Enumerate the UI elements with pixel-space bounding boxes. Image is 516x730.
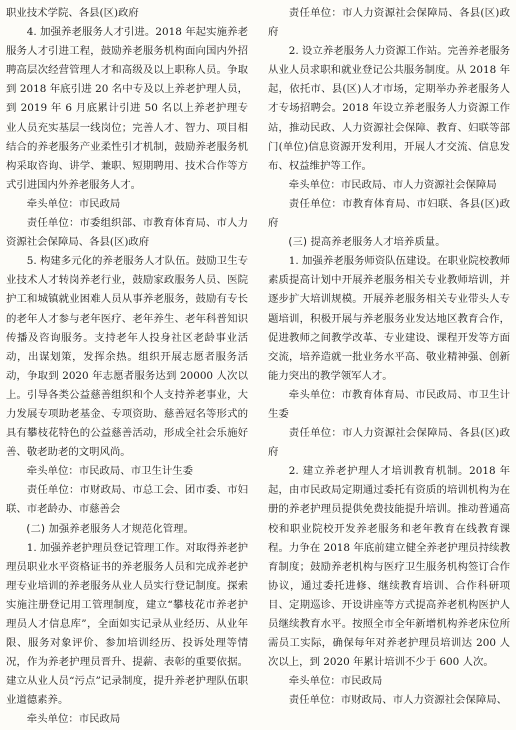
paragraph: 责任单位：市委组织部、市教育体育局、市人力资源社会保障局、各县(区)政府 — [6, 217, 248, 249]
paragraph: 5. 构建多元化的养老服务人才队伍。鼓励卫生专业技术人才转岗养老行业，鼓励家政服务人员、医院护工和城镇就业困难人员从事养老服务，鼓励有专长的老年人才参与老年医疗、老年养生、老年科普知识传播及咨询服务。支持老年人投身社区老龄事业活动，出谋划策，发挥余热。组织开展志愿者服务活动，争取到 2020 年志愿者服务达到 20000 人次以上。引导各类公益慈善组织和个人支持养老事业，大力发展专项助老基金、专项资助、慈善冠名等形式的具有攀枝花特色的公益慈善活动，形成全社会乐施好善、敬老助老的文明风尚。 — [6, 255, 248, 459]
paragraph: 责任单位：市人力资源社会保障局、各县(区)政府 — [268, 427, 510, 459]
paragraph: 1. 加强养老服务师资队伍建设。在职业院校教师素质提高计划中开展养老服务相关专业教师培训，并逐步扩大培训规模。开展养老服务相关专业带头人专题培训，积极开展与养老服务业发达地区教育合作，促进教师之间教学改革、专业建设、课程开发等方面交流，培养造就一批业务水平高、敬业精神强、创新能力突出的教学领军人才。 — [268, 255, 510, 382]
left-column — [6, 4, 248, 726]
paragraph: 2. 建立养老护理人才培训教育机制。2018 年起，由市民政局定期通过委托有资质的培训机构为在册的养老护理员提供免费技能提升培训。推动普通高校和职业院校开发养老服务和老年教育在线教育课程。力争在 2018 年底前建立健全养老护理员持续教育制度；鼓励养老机构与医疗卫生服务机构签订合作协议，通过委托进修、继续教育培训、合作科研项目、定期巡诊、开设讲座等方式提高养老机构医护人员继续教育水平。按照全市全年新增机构养老床位所需员工实际，确保每年对养老护理员培训达 200 人次以上，到 2020 年累计培训不少于 600 人次。 — [268, 465, 510, 669]
paragraph: 1. 加强养老护理员登记管理工作。对取得养老护理员职业水平资格证书的养老服务人员和完成养老护理专业培训的养老服务从业人员实行登记制度。探索实施注册登记用工管理制度，建立“攀枝花市养老护理员人才信息库”，全面如实记录从业经历、从业年限、服务对象评价、参加培训经历、投诉处理等情况，作为养老护理员晋升、提薪、表彰的重要依据。建立从业人员“污点”记录制度，提升养老护理队伍职业道德素养。 — [6, 541, 248, 707]
right-column — [268, 4, 510, 707]
paragraph: 牵头单位：市民政局、市卫生计生委 — [26, 465, 194, 478]
paragraph: 责任单位：市财政局、市总工会、团市委、市妇联、市老龄办、市慈善会 — [6, 484, 248, 516]
paragraph: 责任单位：市财政局、市人力资源社会保障局、 — [288, 694, 507, 707]
paragraph: 牵头单位：市民政局 — [26, 713, 121, 726]
paragraph: 4. 加强养老服务人才引进。2018 年起实施养老服务人才引进工程，鼓励养老服务机构面向国内外招聘高层次经营管理人才和高级及以上职称人员。争取到 2018 年底引进 20 名中专及以上养老护理人员，到 2019 年 6 月底累计引进 50 名以上养老护理专业人员充实基层一线岗位；完善人才、智力、项目相结合的养老服务产业柔性引才机制，鼓励养老服务机构采取咨询、讲学、兼职、短期聘用、技术合作等方式引进国内外养老服务人才。 — [6, 26, 248, 191]
section-heading: (三) 提高养老服务人才培养质量。 — [288, 237, 446, 249]
paragraph: 职业技术学院、各县(区)政府 — [6, 7, 139, 19]
paragraph: 牵头单位：市教育体育局、市民政局、市卫生计生委 — [268, 388, 510, 420]
paragraph: 2. 设立养老服务人力资源工作站。完善养老服务从业人员求职和就业登记公共服务制度。从 2018 年起，依托市、县(区)人才市场，定期举办养老服务人才专场招聘会。2018 年设立养老服务人力资源工作站，推动民政、人力资源社会保障、教育、妇联等部门(单位)信息资源开发利用，开展人才交流、信息发布、权益维护等工作。 — [268, 45, 510, 172]
paragraph: 牵头单位：市民政局 — [26, 197, 121, 210]
paragraph: 责任单位：市人力资源社会保障局、各县(区)政府 — [268, 7, 510, 39]
paragraph: 责任单位：市教育体育局、市妇联、各县(区)政府 — [268, 197, 510, 230]
section-heading: (二) 加强养老服务人才规范化管理。 — [26, 523, 194, 535]
paragraph: 牵头单位：市民政局 — [288, 675, 383, 688]
paragraph: 牵头单位：市民政局、市人力资源社会保障局 — [288, 178, 497, 191]
